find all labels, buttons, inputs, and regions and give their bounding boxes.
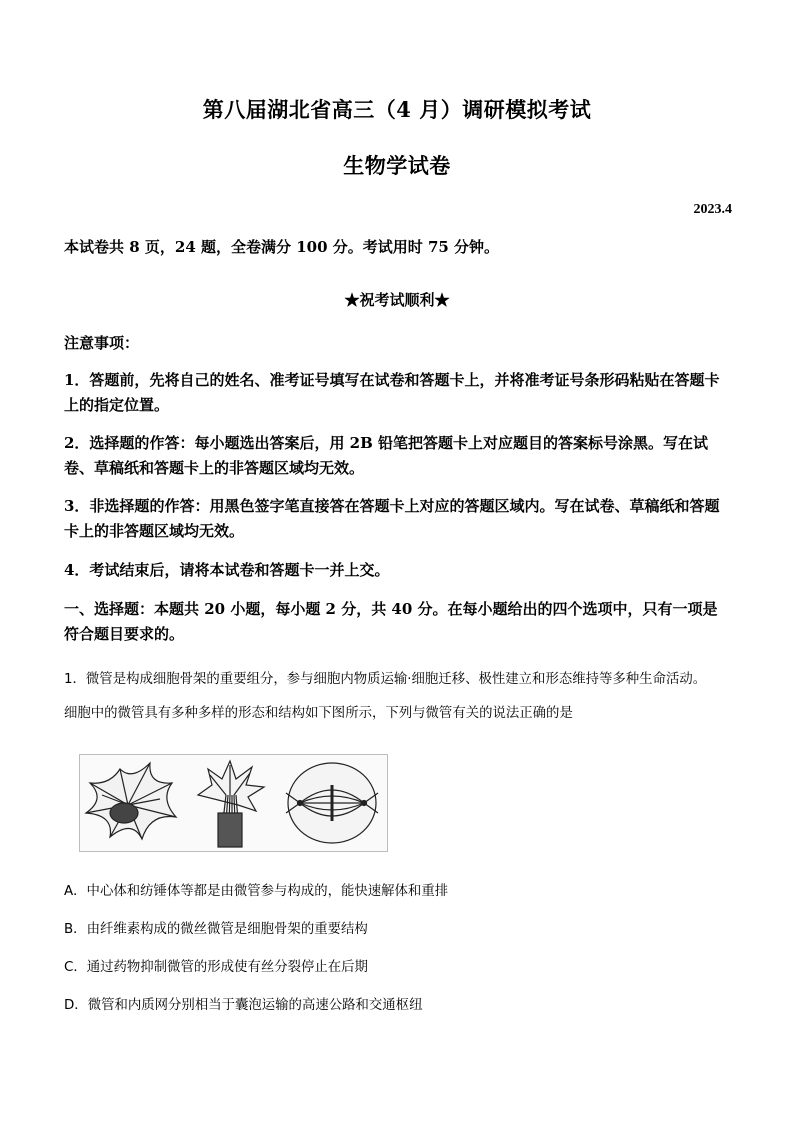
exam-intro: 本试卷共 8 页，24 题，全卷满分 100 分。考试用时 75 分钟。 (64, 238, 500, 256)
exam-date: 2023.4 (693, 202, 732, 217)
notice-item-3: 3．非选择题的作答：用黑色签字笔直接答在答题卡上对应的答题区域内。写在试卷、草稿纸和答题卡上的非答题区域均无效。 (64, 497, 720, 540)
wish-line: ★祝考试顺利★ (344, 291, 450, 309)
spindle-cell (286, 763, 378, 843)
option-a: A．中心体和纺锤体等都是由微管参与构成的，能快速解体和重排 (64, 884, 449, 899)
exam-subject: 生物学试卷 (343, 153, 451, 178)
cell-with-radiating-microtubules (86, 763, 176, 839)
question-1-stem-line-1: 1．微管是构成细胞骨架的重要组分，参与细胞内物质运输·细胞迁移、极性建立和形态维持等多种生命活动。 (64, 672, 707, 687)
section-heading: 一、选择题：本题共 20 小题，每小题 2 分，共 40 分。在每小题给出的四个选项中，只有一项是符合题目要求的。 (64, 600, 718, 643)
option-b: B．由纤维素构成的微丝微管是细胞骨架的重要结构 (64, 922, 368, 937)
exam-title: 第八届湖北省高三（4 月）调研模拟考试 (202, 97, 592, 122)
cilia-bundle (198, 761, 264, 847)
option-c: C．通过药物抑制微管的形成使有丝分裂停止在后期 (64, 960, 368, 975)
notice-item-2: 2．选择题的作答：每小题选出答案后，用 2B 铅笔把答题卡上对应题目的答案标号涂黑。写在试卷、草稿纸和答题卡上的非答题区域均无效。 (64, 434, 709, 477)
notice-item-1: 1．答题前，先将自己的姓名、准考证号填写在试卷和答题卡上，并将准考证号条形码粘贴在答题卡上的指定位置。 (64, 371, 720, 414)
notice-heading: 注意事项： (64, 334, 140, 352)
question-1-stem-line-2: 细胞中的微管具有多种多样的形态和结构如下图所示，下列与微管有关的说法正确的是 (64, 706, 573, 721)
option-d: D．微管和内质网分别相当于囊泡运输的高速公路和交通枢纽 (64, 998, 423, 1013)
notice-item-4: 4．考试结束后，请将本试卷和答题卡一并上交。 (64, 561, 390, 579)
microtubule-figure (79, 754, 388, 852)
